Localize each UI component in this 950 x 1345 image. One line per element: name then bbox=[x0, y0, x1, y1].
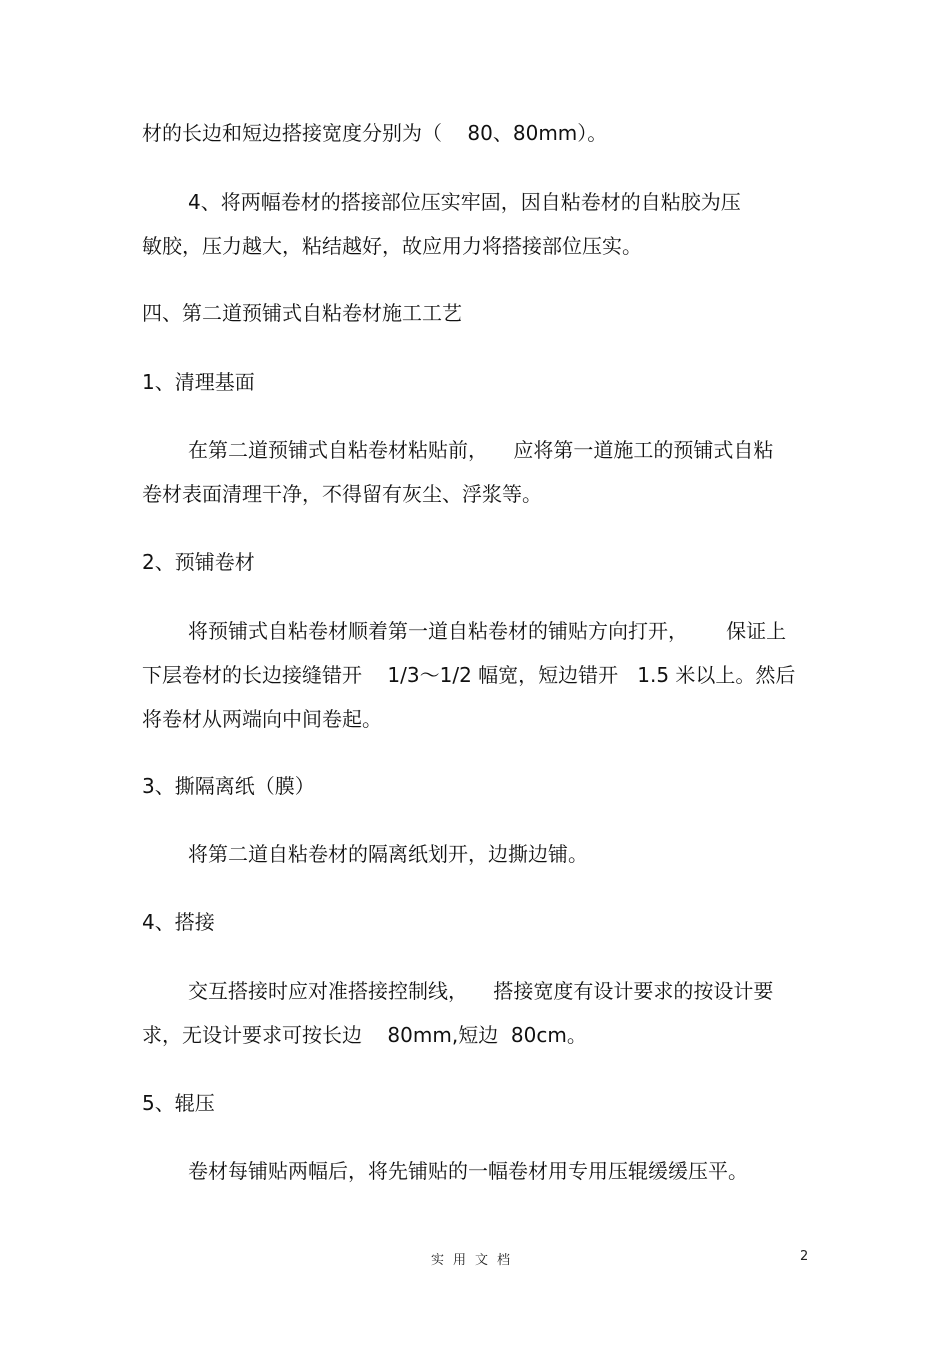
paragraph-line: 4、将两幅卷材的搭接部位压实牢固，因自粘卷材的自粘胶为压 bbox=[188, 190, 741, 214]
paragraph-line: 卷材每铺贴两幅后，将先铺贴的一幅卷材用专用压辊缓缓压平。 bbox=[188, 1159, 748, 1183]
paragraph-line: 将卷材从两端向中间卷起。 bbox=[142, 707, 382, 731]
subsection-heading: 2、预铺卷材 bbox=[142, 550, 255, 574]
subsection-heading: 5、辊压 bbox=[142, 1091, 215, 1115]
paragraph-line: 将第二道自粘卷材的隔离纸划开，边撕边铺。 bbox=[188, 842, 588, 866]
paragraph-line: 敏胶，压力越大，粘结越好，故应用力将搭接部位压实。 bbox=[142, 234, 642, 258]
subsection-heading: 1、清理基面 bbox=[142, 370, 255, 394]
paragraph-line: 求，无设计要求可按长边 80mm,短边 80cm。 bbox=[142, 1023, 587, 1047]
paragraph-line: 卷材表面清理干净，不得留有灰尘、浮浆等。 bbox=[142, 482, 542, 506]
paragraph-line: 交互搭接时应对准搭接控制线， 搭接宽度有设计要求的按设计要 bbox=[188, 979, 774, 1003]
footer-title: 实用文档 bbox=[430, 1253, 519, 1268]
section-heading: 四、第二道预铺式自粘卷材施工工艺 bbox=[142, 301, 462, 325]
subsection-heading: 3、撕隔离纸（膜） bbox=[142, 774, 315, 798]
paragraph-line: 材的长边和短边搭接宽度分别为（ 80、80mm）。 bbox=[142, 121, 608, 145]
paragraph-line: 下层卷材的长边接缝错开 1/3～1/2 幅宽，短边错开 1.5 米以上。然后 bbox=[142, 663, 796, 687]
subsection-heading: 4、搭接 bbox=[142, 910, 215, 934]
paragraph-line: 将预铺式自粘卷材顺着第一道自粘卷材的铺贴方向打开， 保证上 bbox=[188, 619, 787, 643]
paragraph-line: 在第二道预铺式自粘卷材粘贴前， 应将第一道施工的预铺式自粘 bbox=[188, 438, 774, 462]
page-number: 2 bbox=[800, 1249, 809, 1264]
